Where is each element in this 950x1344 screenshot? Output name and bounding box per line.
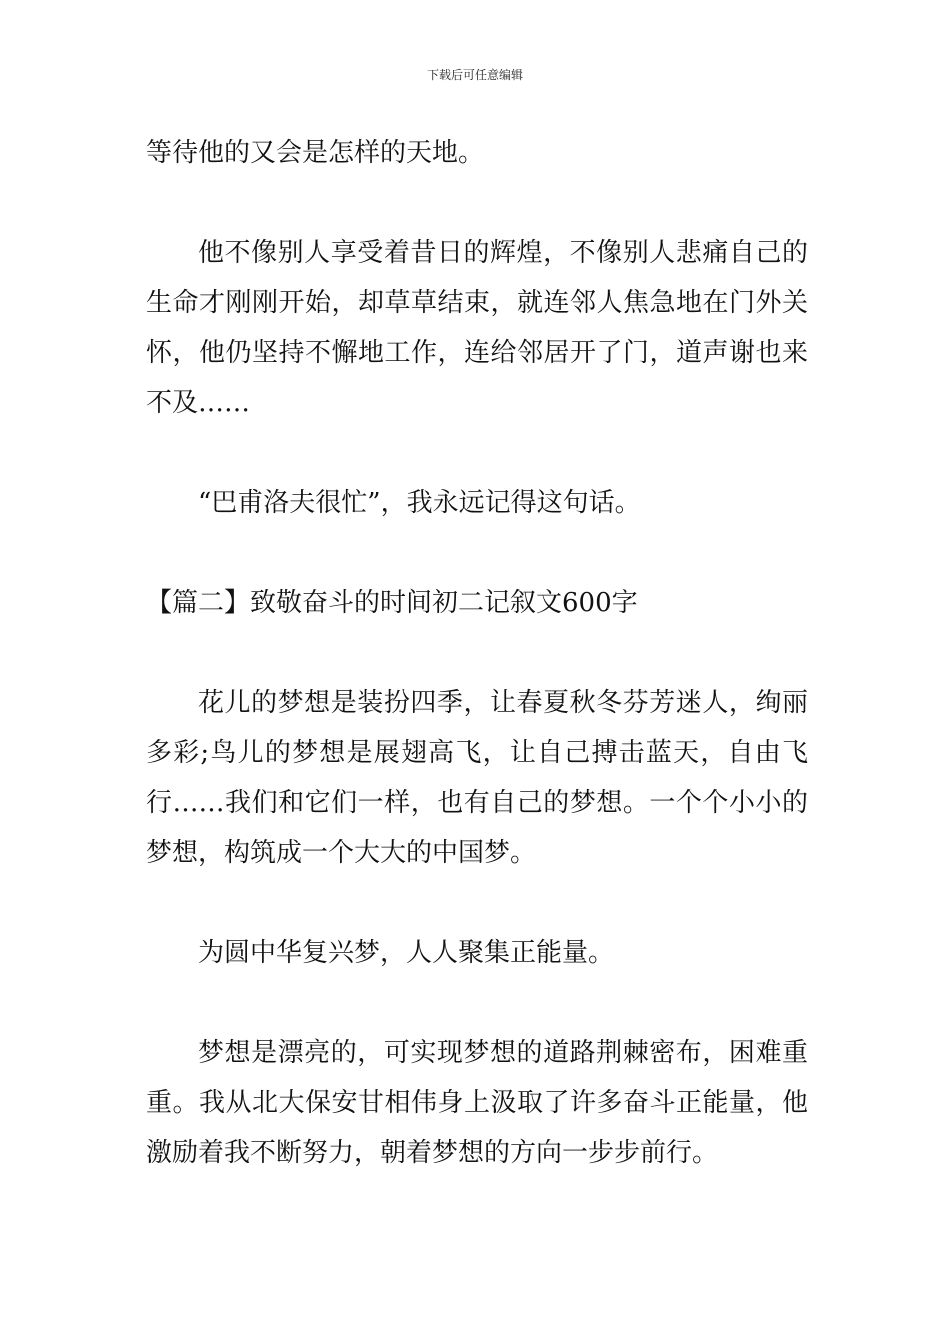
paragraph-spacer xyxy=(146,628,808,678)
paragraph-continuation: 等待他的又会是怎样的天地。 xyxy=(146,138,485,168)
paragraph-spacer xyxy=(146,878,808,928)
paragraph-quote: “巴甫洛夫很忙”，我永远记得这句话。 xyxy=(198,488,641,518)
document-body xyxy=(146,128,808,1178)
paragraph-spacer xyxy=(146,978,808,1028)
paragraph-spacer xyxy=(146,428,808,478)
paragraph-spacer xyxy=(146,528,808,578)
paragraph: 为圆中华复兴梦，人人聚集正能量。 xyxy=(198,938,615,968)
section-heading: 【篇二】致敬奋斗的时间初二记叙文600字 xyxy=(146,588,638,618)
paragraph: 花儿的梦想是装扮四季，让春夏秋冬芬芳迷人，绚丽多彩;鸟儿的梦想是展翅高飞，让自己搏击蓝天，自由飞行……我们和它们一样，也有自己的梦想。一个个小小的梦想，构筑成一个大大的中国梦。 xyxy=(146,688,808,868)
paragraph-spacer xyxy=(146,178,808,228)
page-header: 下载后可任意编辑 xyxy=(426,68,523,82)
paragraph: 梦想是漂亮的，可实现梦想的道路荆棘密布，困难重重。我从北大保安甘相伟身上汲取了许多奋斗正能量，他激励着我不断努力，朝着梦想的方向一步步前行。 xyxy=(146,1038,808,1168)
paragraph: 他不像别人享受着昔日的辉煌，不像别人悲痛自己的生命才刚刚开始，却草草结束，就连邻人焦急地在门外关怀，他仍坚持不懈地工作，连给邻居开了门，道声谢也来不及…… xyxy=(146,238,808,418)
